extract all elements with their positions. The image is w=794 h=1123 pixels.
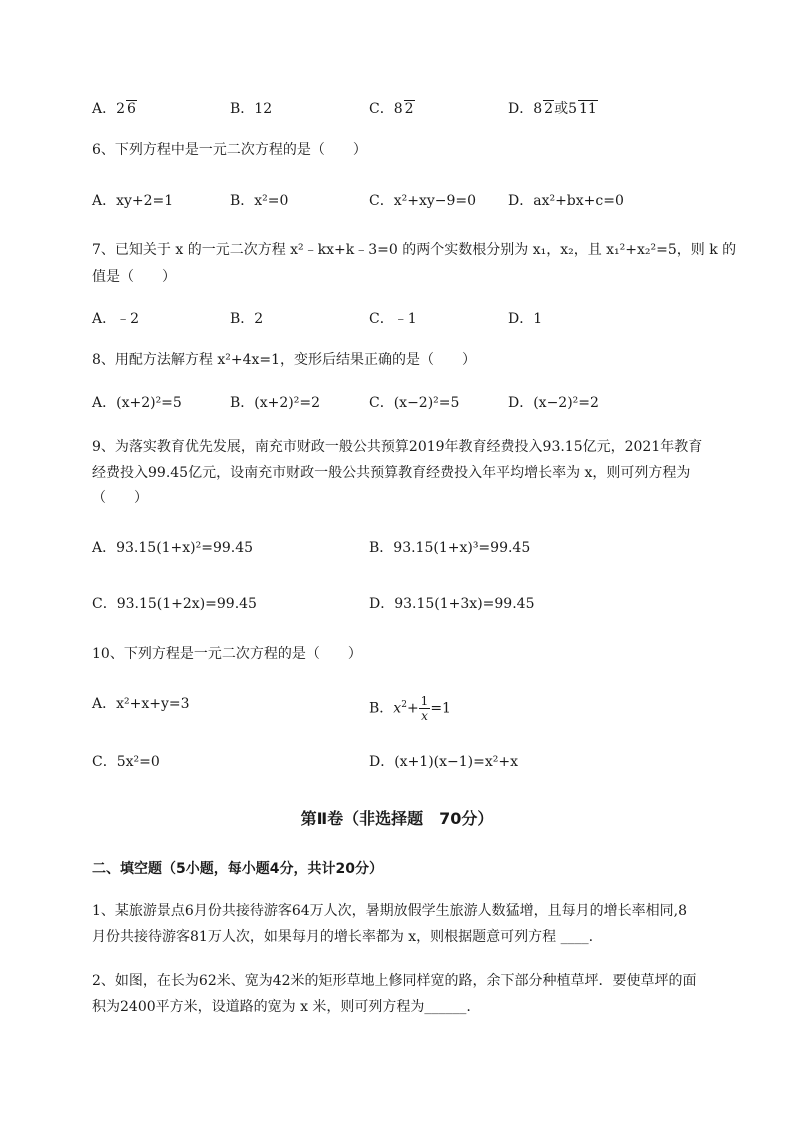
q10-option-a: A．x²+x+y=3 [92,696,190,712]
q5-option-c: C．8 2 [369,101,414,117]
q10-option-b: B．$x^2+$ $\frac{1}{x}$ =1 [369,694,451,724]
fill2-line1: 2、如图，在长为62米、宽为42米的矩形草地上修同样宽的路，余下部分种植草坪．要使草坪的面 [92,973,697,989]
q5-option-b-label: B． [230,101,255,117]
q7-stem-line2: 值是（ ） [92,269,176,285]
q6-option-a: A．xy+2=1 [92,193,174,209]
q7-stem-line1: 7、已知关于 x 的一元二次方程 x²﹣kx+k﹣3=0 的两个实数根分别为 x₁，x₂，且 x₁²+x₂²=5，则 k 的 [92,242,737,258]
q9-stem-line3: （ ） [92,490,148,506]
q6-option-d: D．ax²+bx+c=0 [508,193,624,209]
q5-option-b [230,98,272,120]
q10-stem: 10、下列方程是一元二次方程的是（ ） [92,646,362,662]
q5-option-a: A．2 6 [92,101,136,117]
q5-option-c-label: C． [369,101,394,117]
q8-option-b: B．(x+2)²=2 [230,395,320,411]
q8-option-d: D．(x−2)²=2 [508,395,599,411]
fill1-line1: 1、某旅游景点6月份共接待游客64万人次，暑期放假学生旅游人数猛增，且每月的增长率相同,8 [92,903,687,919]
q7-option-a: A．﹣2 [92,311,140,327]
part2-heading: 第Ⅱ卷（非选择题 70分） [300,809,494,828]
q9-option-d: D．93.15(1+3x)=99.45 [369,596,535,612]
q9-option-c: C．93.15(1+2x)=99.45 [92,596,257,612]
q8-stem: 8、用配方法解方程 x²+4x=1，变形后结果正确的是（ ） [92,352,477,368]
q10-option-d: D．(x+1)(x−1)=x²+x [369,754,519,770]
fill-blank-section-title: 二、填空题（5小题，每小题4分，共计20分） [92,861,383,877]
fill1-line2: 月份共接待游客81万人次，如果每月的增长率都为 x，则根据题意可列方程 ____. [92,929,594,945]
q9-option-a: A．93.15(1+x)²=99.45 [92,540,254,556]
q8-option-c: C．(x−2)²=5 [369,395,460,411]
q9-stem-line2: 经费投入99.45亿元，设南充市财政一般公共预算教育经费投入年平均增长率为 x，则可列方程为 [92,465,691,481]
q5-option-b-value: 12 [254,101,273,117]
fill2-line2: 积为2400平方米，设道路的宽为 x 米，则可列方程为______. [92,999,471,1015]
q9-option-b: B．93.15(1+x)³=99.45 [369,540,531,556]
q9-stem-line1: 9、为落实教育优先发展，南充市财政一般公共预算2019年教育经费投入93.15亿元，2021年教育 [92,439,703,455]
q5-option-d-label: D． [508,101,534,117]
q10-option-b-label: B． [369,700,394,717]
q6-option-c: C．x²+xy−9=0 [369,193,477,209]
fraction-1-over-x: $\frac{1}{x}$ [420,694,429,724]
q8-option-a: A．(x+2)²=5 [92,395,182,411]
q6-option-b: B．x²=0 [230,193,289,209]
q6-stem: 6、下列方程中是一元二次方程的是（ ） [92,142,367,158]
q10-option-c: C．5x²=0 [92,754,160,770]
q5-option-a-label: A． [92,101,117,117]
q7-option-d: D．1 [508,311,543,327]
q7-option-b: B．2 [230,311,264,327]
q5-option-d: D．8 2或5 11 [508,101,597,117]
q7-option-c: C．﹣1 [369,311,417,327]
